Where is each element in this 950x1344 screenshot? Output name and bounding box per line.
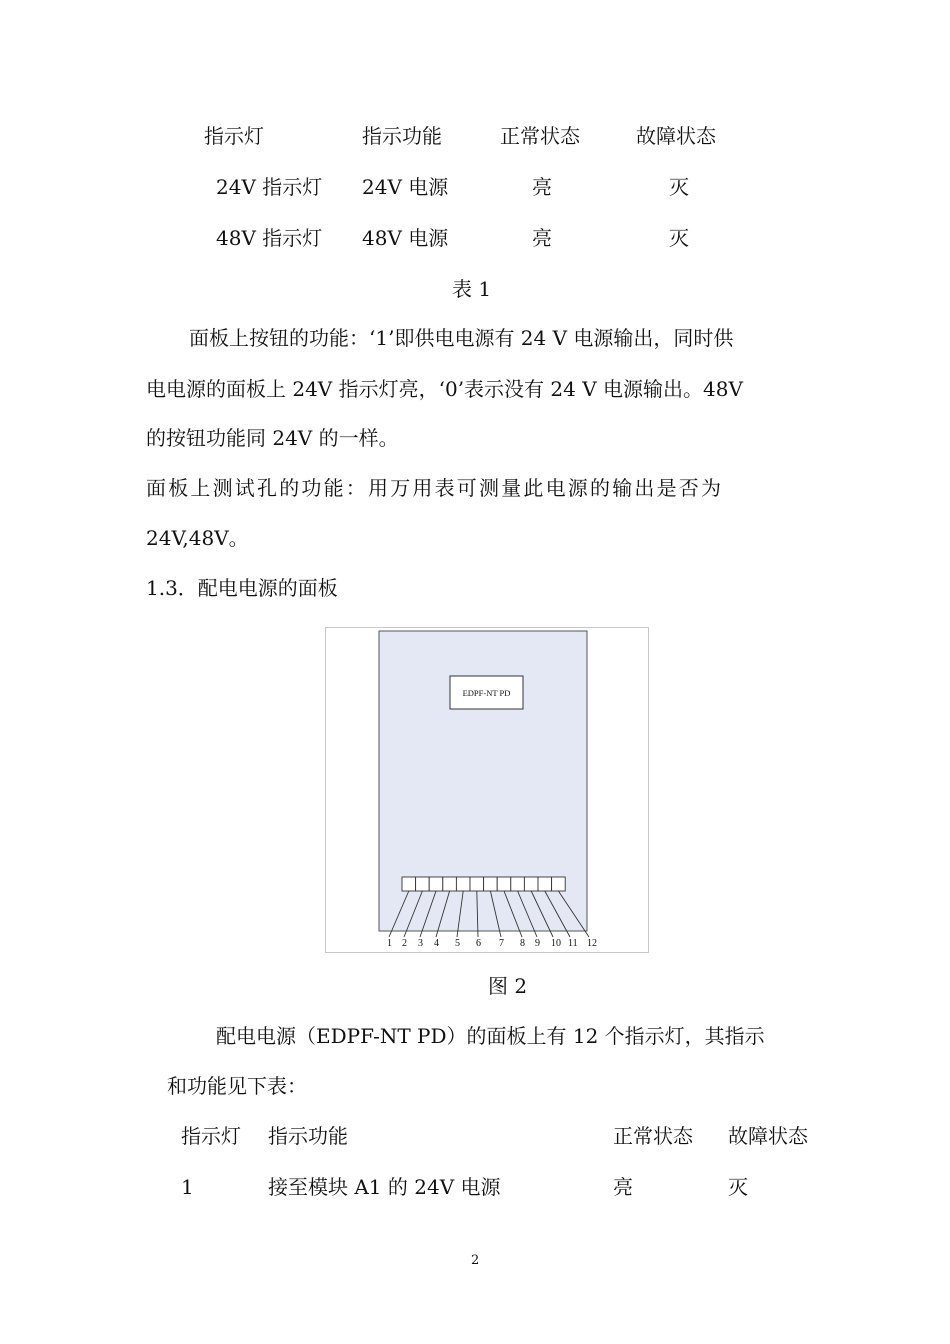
indicator-numbers — [387, 938, 597, 949]
table-1-row-1-function: 24V 电源 — [362, 175, 449, 199]
paragraph-button-line-1: 面板上按钮的功能：‘1’即供电电源有 24 V 电源输出，同时供 — [189, 326, 734, 350]
indicator-light-7 — [484, 877, 498, 891]
table-1-caption: 表 1 — [452, 277, 492, 301]
paragraph-test-line-1: 面板上测试孔的功能：用万用表可测量此电源的输出是否为 — [146, 476, 724, 500]
indicator-light-3 — [429, 877, 443, 891]
intro-line-2: 和功能见下表： — [167, 1074, 307, 1098]
table-2-row-1-indicator: 1 — [181, 1175, 194, 1199]
panel-label-text: EDPF-NT PD — [462, 688, 511, 698]
paragraph-button-line-2: 电电源的面板上 24V 指示灯亮，‘0’表示没有 24 V 电源输出。48V — [146, 377, 743, 401]
indicator-light-11 — [538, 877, 552, 891]
indicator-number-9: 9 — [535, 938, 540, 949]
indicator-number-8: 8 — [520, 938, 525, 949]
indicator-light-2 — [416, 877, 430, 891]
table-2-row-1-normal: 亮 — [613, 1175, 633, 1199]
indicator-number-5: 5 — [455, 938, 460, 949]
indicator-number-1: 1 — [387, 938, 392, 949]
table-1-row-2-fault: 灭 — [669, 226, 689, 250]
table-2-header-fault: 故障状态 — [728, 1124, 808, 1148]
table-1-row-1-indicator: 24V 指示灯 — [216, 175, 323, 199]
indicator-light-1 — [402, 877, 416, 891]
table-1-header-function: 指示功能 — [362, 124, 442, 148]
indicator-light-12 — [552, 877, 566, 891]
indicator-number-11: 11 — [568, 938, 578, 949]
table-1-header-normal: 正常状态 — [500, 124, 580, 148]
table-1-row-1-normal: 亮 — [532, 175, 552, 199]
indicator-light-5 — [456, 877, 470, 891]
indicator-number-12: 12 — [587, 938, 597, 949]
figure-2-caption: 图 2 — [488, 974, 528, 998]
indicator-lights — [402, 877, 565, 891]
indicator-number-10: 10 — [551, 938, 561, 949]
figure-2-panel-diagram — [325, 627, 649, 953]
indicator-number-7: 7 — [499, 938, 504, 949]
page-number: 2 — [471, 1253, 480, 1268]
table-2-header-normal: 正常状态 — [613, 1124, 693, 1148]
indicator-number-3: 3 — [418, 938, 423, 949]
intro-line-1: 配电电源（EDPF-NT PD）的面板上有 12 个指示灯，其指示 — [216, 1024, 765, 1048]
panel-diagram-svg — [326, 628, 650, 954]
paragraph-button-line-3: 的按钮功能同 24V 的一样。 — [146, 426, 399, 450]
table-1-row-2-indicator: 48V 指示灯 — [216, 226, 323, 250]
table-1-row-1-fault: 灭 — [669, 175, 689, 199]
indicator-number-4: 4 — [434, 938, 439, 949]
table-1-row-2-function: 48V 电源 — [362, 226, 449, 250]
indicator-light-6 — [470, 877, 484, 891]
table-1-row-2-normal: 亮 — [532, 226, 552, 250]
indicator-number-2: 2 — [402, 938, 407, 949]
indicator-light-4 — [443, 877, 457, 891]
table-2-row-1-function: 接至模块 A1 的 24V 电源 — [268, 1175, 501, 1199]
indicator-light-9 — [511, 877, 525, 891]
table-2-header-function: 指示功能 — [268, 1124, 348, 1148]
paragraph-test-line-2: 24V,48V。 — [146, 526, 249, 550]
indicator-light-10 — [524, 877, 538, 891]
indicator-light-8 — [497, 877, 511, 891]
table-1-header-indicator: 指示灯 — [204, 124, 264, 148]
section-heading: 1.3．配电电源的面板 — [146, 576, 338, 600]
table-1-header-fault: 故障状态 — [636, 124, 716, 148]
table-2-row-1-fault: 灭 — [728, 1175, 748, 1199]
table-2-header-indicator: 指示灯 — [181, 1124, 241, 1148]
indicator-number-6: 6 — [476, 938, 481, 949]
